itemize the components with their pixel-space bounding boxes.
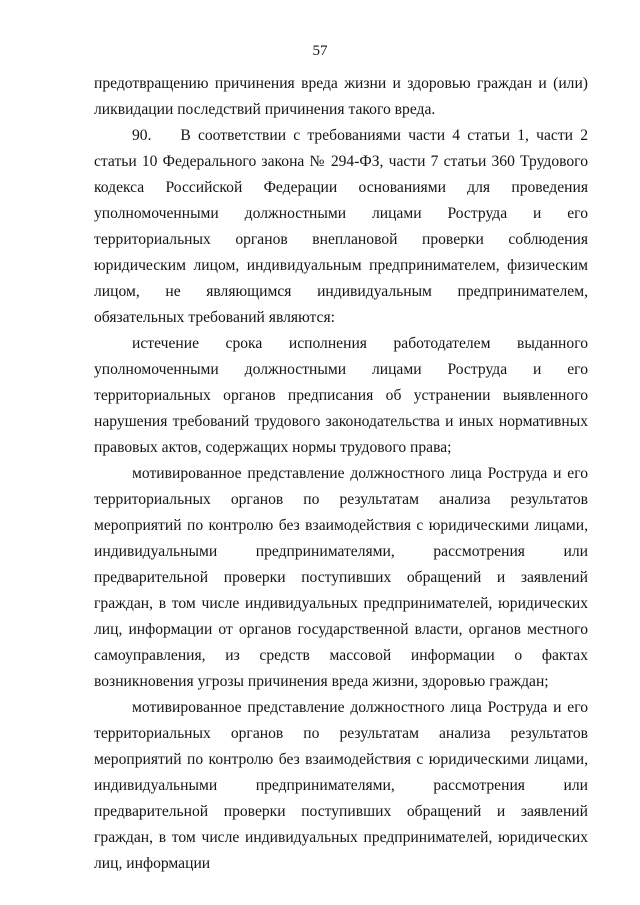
page-number: 57 — [312, 43, 328, 59]
paragraph-continuation: предотвращению причинения вреда жизни и здоровью граждан и (или) ликвидации последствий причинения такого вреда. — [94, 75, 588, 118]
paragraph-item-90: 90. В соответствии с требованиями части 4 статьи 1, части 2 статьи 10 Федерального закона № 294-ФЗ, части 7 статьи 360 Трудового кодекса Российской Федерации основаниями для проведения уполномоченными должностными лицами Роструда и его территориальных органов внеплановой проверки соблюдения юридическим лицом, индивидуальным предпринимателем, физическим лицом, не являющимся индивидуальным предпринимателем, обязательных требований являются: — [94, 127, 588, 326]
paragraph-deadline-expiry: истечение срока исполнения работодателем выданного уполномоченными должностными лицами Роструда и его территориальных органов предписания об устранении выявленного нарушения требований трудового законодательства и иных нормативных правовых актов, содержащих нормы трудового права; — [94, 335, 588, 456]
document-body — [94, 71, 588, 877]
paragraph-motivated-submission-1: мотивированное представление должностного лица Роструда и его территориальных органов по результатам анализа результатов мероприятий по контролю без взаимодействия с юридическими лицами, индивидуальными предпринимателями, рассмотрения или предварительной проверки поступивших обращений и заявлений граждан, в том числе индивидуальных предпринимателей, юридических лиц, информации от органов государственной власти, органов местного самоуправления, из средств массовой информации о фактах возникновения угрозы причинения вреда жизни, здоровью граждан; — [94, 465, 588, 690]
paragraph-motivated-submission-2: мотивированное представление должностного лица Роструда и его территориальных органов по результатам анализа результатов мероприятий по контролю без взаимодействия с юридическими лицами, индивидуальными предпринимателями, рассмотрения или предварительной проверки поступивших обращений и заявлений граждан, в том числе индивидуальных предпринимателей, юридических лиц, информации — [94, 699, 588, 872]
